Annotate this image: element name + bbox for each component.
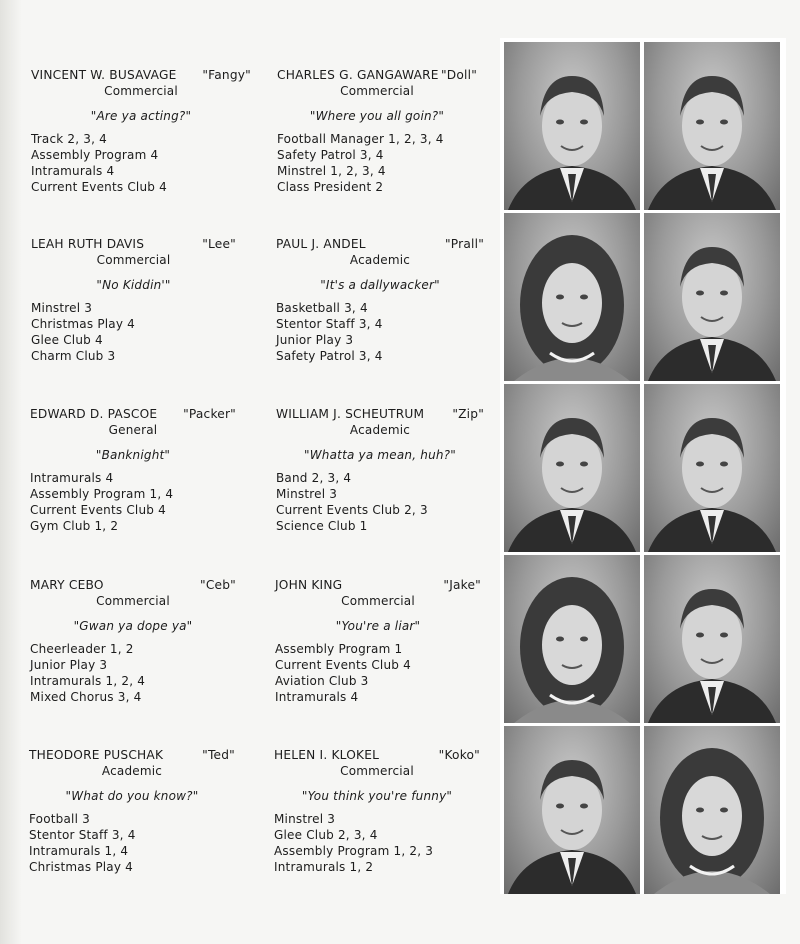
senior-nickname: "Jake" [443, 578, 481, 592]
senior-motto: "What do you know?" [65, 789, 199, 803]
senior-activities [30, 470, 236, 534]
senior-motto: "You think you're funny" [301, 789, 453, 803]
senior-activities [31, 300, 236, 364]
portrait-silhouette [504, 42, 640, 210]
senior-motto: "No Kiddin'" [96, 278, 171, 292]
senior-entry [277, 67, 477, 195]
senior-nickname: "Zip" [452, 407, 484, 421]
activity-item: Junior Play 3 [276, 333, 354, 347]
senior-motto: "Banknight" [95, 448, 171, 462]
senior-entry [29, 747, 235, 875]
senior-motto: "You're a liar" [335, 619, 421, 633]
senior-entry [276, 236, 484, 364]
activity-item: Basketball 3, 4 [276, 301, 368, 315]
senior-nickname: "Doll" [440, 68, 477, 82]
activity-item: Gym Club 1, 2 [30, 519, 119, 533]
portrait-photo [504, 42, 640, 210]
activity-item: Mixed Chorus 3, 4 [30, 690, 142, 704]
activity-item: Intramurals 4 [275, 690, 359, 704]
senior-name: JOHN KING [275, 578, 343, 592]
senior-course: Commercial [340, 764, 414, 778]
senior-name: MARY CEBO [30, 578, 104, 592]
senior-nickname: "Ceb" [200, 578, 236, 592]
activity-item: Intramurals 4 [31, 164, 115, 178]
activity-item: Current Events Club 4 [30, 503, 166, 517]
activity-item: Minstrel 1, 2, 3, 4 [277, 164, 386, 178]
activity-item: Safety Patrol 3, 4 [277, 148, 384, 162]
activity-item: Christmas Play 4 [29, 860, 133, 874]
senior-entry [276, 406, 484, 534]
activity-item: Christmas Play 4 [31, 317, 135, 331]
senior-motto: "Whatta ya mean, huh?" [304, 448, 456, 462]
senior-activities [30, 641, 236, 705]
senior-motto: "It's a dallywacker" [320, 278, 440, 292]
portrait-photo [644, 42, 780, 210]
senior-course: Academic [349, 253, 411, 267]
senior-motto: "Where you all goin?" [309, 109, 445, 123]
portrait-photo [644, 555, 780, 723]
senior-course: Commercial [104, 84, 178, 98]
activity-item: Cheerleader 1, 2 [30, 642, 134, 656]
portrait-silhouette [644, 213, 780, 381]
senior-name: WILLIAM J. SCHEUTRUM [276, 407, 425, 421]
activity-item: Track 2, 3, 4 [31, 132, 107, 146]
portrait-photo [644, 726, 780, 894]
activity-item: Intramurals 1, 2, 4 [30, 674, 146, 688]
portrait-silhouette [504, 555, 640, 723]
senior-nickname: "Prall" [445, 237, 484, 251]
portrait-silhouette [644, 555, 780, 723]
portrait-grid [500, 38, 786, 894]
senior-course: Commercial [341, 594, 415, 608]
activity-item: Stentor Staff 3, 4 [29, 828, 136, 842]
portrait-silhouette [644, 726, 780, 894]
senior-name: PAUL J. ANDEL [276, 237, 366, 251]
activity-item: Assembly Program 1 [275, 642, 403, 656]
activity-item: Current Events Club 4 [31, 180, 167, 194]
senior-name: THEODORE PUSCHAK [29, 748, 164, 762]
senior-activities [277, 131, 477, 195]
senior-activities [276, 470, 484, 534]
senior-activities [275, 641, 481, 705]
portrait-silhouette [504, 213, 640, 381]
senior-entry [274, 747, 480, 875]
activity-item: Intramurals 1, 4 [29, 844, 129, 858]
activity-item: Football Manager 1, 2, 3, 4 [277, 132, 444, 146]
senior-activities [276, 300, 484, 364]
senior-entry [31, 236, 236, 364]
portrait-silhouette [644, 42, 780, 210]
activity-item: Intramurals 1, 2 [274, 860, 374, 874]
activity-item: Stentor Staff 3, 4 [276, 317, 383, 331]
activity-item: Minstrel 3 [276, 487, 338, 501]
senior-nickname: "Ted" [202, 748, 235, 762]
activity-item: Football 3 [29, 812, 90, 826]
senior-course: Commercial [96, 594, 170, 608]
activity-item: Glee Club 4 [31, 333, 103, 347]
senior-course: Academic [349, 423, 411, 437]
senior-activities [274, 811, 480, 875]
portrait-photo [644, 213, 780, 381]
senior-entry [275, 577, 481, 705]
portrait-silhouette [504, 384, 640, 552]
senior-course: Commercial [96, 253, 171, 267]
senior-name: LEAH RUTH DAVIS [31, 237, 145, 251]
portrait-photo [644, 384, 780, 552]
senior-name: HELEN I. KLOKEL [274, 748, 380, 762]
senior-activities [29, 811, 235, 875]
activity-item: Current Events Club 4 [275, 658, 411, 672]
senior-nickname: "Lee" [202, 237, 236, 251]
activity-item: Safety Patrol 3, 4 [276, 349, 383, 363]
senior-nickname: "Packer" [183, 407, 236, 421]
activity-item: Glee Club 2, 3, 4 [274, 828, 378, 842]
portrait-silhouette [504, 726, 640, 894]
activity-item: Assembly Program 1, 4 [30, 487, 174, 501]
portrait-photo [504, 213, 640, 381]
senior-name: EDWARD D. PASCOE [30, 407, 158, 421]
activity-item: Minstrel 3 [31, 301, 93, 315]
senior-nickname: "Koko" [438, 748, 480, 762]
senior-motto: "Are ya acting?" [90, 109, 192, 123]
senior-motto: "Gwan ya dope ya" [73, 619, 193, 633]
portrait-photo [504, 726, 640, 894]
senior-name: VINCENT W. BUSAVAGE [31, 68, 177, 82]
activity-item: Assembly Program 4 [31, 148, 159, 162]
activity-item: Assembly Program 1, 2, 3 [274, 844, 434, 858]
senior-entry [30, 577, 236, 705]
senior-course: Commercial [340, 84, 414, 98]
senior-name: CHARLES G. GANGAWARE [277, 68, 439, 82]
activity-item: Class President 2 [277, 180, 384, 194]
portrait-photo [504, 384, 640, 552]
senior-course: General [108, 423, 158, 437]
activity-item: Current Events Club 2, 3 [276, 503, 428, 517]
activity-item: Band 2, 3, 4 [276, 471, 352, 485]
activity-item: Junior Play 3 [30, 658, 108, 672]
activity-item: Intramurals 4 [30, 471, 114, 485]
activity-item: Minstrel 3 [274, 812, 336, 826]
senior-activities [31, 131, 251, 195]
portrait-photo [504, 555, 640, 723]
activity-item: Science Club 1 [276, 519, 368, 533]
senior-course: Academic [101, 764, 163, 778]
activity-item: Aviation Club 3 [275, 674, 369, 688]
senior-entry [31, 67, 251, 195]
senior-nickname: "Fangy" [202, 68, 251, 82]
senior-entry [30, 406, 236, 534]
portrait-silhouette [644, 384, 780, 552]
activity-item: Charm Club 3 [31, 349, 116, 363]
